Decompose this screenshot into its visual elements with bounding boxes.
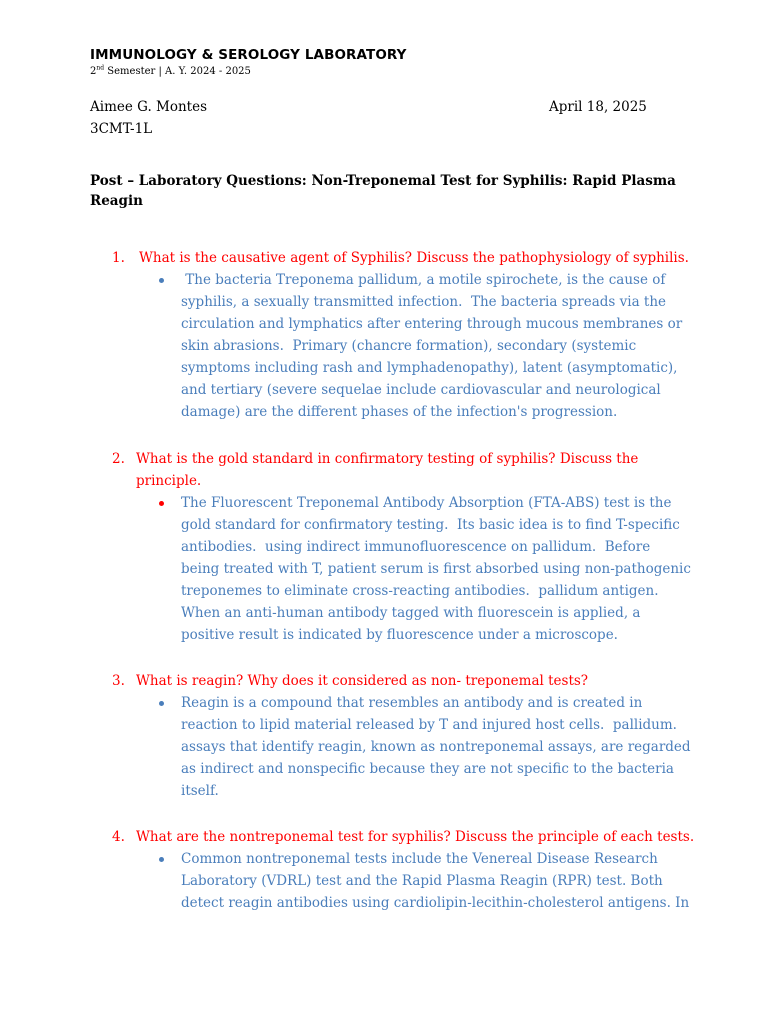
answer-text: as indirect and nonspecific because they are not specific to the bacteria bbox=[181, 761, 674, 777]
answer-text: assays that identify reagin, known as nontreponemal assays, are regarded bbox=[181, 739, 691, 755]
answer-text: Laboratory (VDRL) test and the Rapid Plasma Reagin (RPR) test. Both bbox=[181, 873, 663, 889]
question-number: 2. bbox=[112, 451, 125, 467]
question-text: What is reagin? Why does it considered as non- treponemal tests? bbox=[136, 673, 589, 689]
answer-text: symptoms including rash and lymphadenopathy), latent (asymptomatic), bbox=[181, 360, 678, 376]
bullet-icon bbox=[159, 278, 164, 283]
question-text: What is the causative agent of Syphilis? Discuss the pathophysiology of syphilis. bbox=[139, 250, 689, 266]
semester-text: Semester | A. Y. 2024 - 2025 bbox=[104, 66, 251, 77]
question-text: What is the gold standard in confirmatory testing of syphilis? Discuss the bbox=[136, 451, 639, 467]
answer-text: itself. bbox=[181, 783, 219, 799]
answer-text: detect reagin antibodies using cardiolipin-lecithin-cholesterol antigens. In bbox=[181, 895, 690, 911]
semester-number: 2 bbox=[90, 66, 97, 77]
answer-text: treponemes to eliminate cross-reacting antibodies. pallidum antigen. bbox=[181, 583, 659, 599]
document-title: IMMUNOLOGY & SEROLOGY LABORATORY bbox=[90, 47, 407, 63]
answer-text: and tertiary (severe sequelae include cardiovascular and neurological bbox=[181, 382, 661, 398]
bullet-icon bbox=[159, 501, 164, 506]
answer-text: positive result is indicated by fluorescence under a microscope. bbox=[181, 627, 618, 643]
answer-text: circulation and lymphatics after entering through mucous membranes or bbox=[181, 316, 683, 332]
answer-text: being treated with T, patient serum is first absorbed using non-pathogenic bbox=[181, 561, 691, 577]
document-date: April 18, 2025 bbox=[549, 99, 647, 115]
answer-text: gold standard for confirmatory testing. Its basic idea is to find T-specific bbox=[181, 517, 680, 533]
question-text: principle. bbox=[136, 473, 202, 489]
answer-text: Common nontreponemal tests include the Venereal Disease Research bbox=[181, 851, 658, 867]
section-heading-line-1: Post – Laboratory Questions: Non-Treponemal Test for Syphilis: Rapid Plasma bbox=[90, 173, 676, 189]
semester-line bbox=[90, 66, 251, 77]
answer-text: The bacteria Treponema pallidum, a motile spirochete, is the cause of bbox=[181, 272, 666, 288]
section-heading-line-2: Reagin bbox=[90, 193, 143, 209]
bullet-icon bbox=[159, 857, 164, 862]
answer-text: The Fluorescent Treponemal Antibody Absorption (FTA-ABS) test is the bbox=[181, 495, 672, 511]
answer-text: antibodies. using indirect immunofluorescence on pallidum. Before bbox=[181, 539, 651, 555]
answer-text: syphilis, a sexually transmitted infection. The bacteria spreads via the bbox=[181, 294, 667, 310]
question-number: 4. bbox=[112, 829, 125, 845]
question-text: What are the nontreponemal test for syphilis? Discuss the principle of each tests. bbox=[136, 829, 695, 845]
student-name: Aimee G. Montes bbox=[90, 99, 208, 115]
answer-text: reaction to lipid material released by T and injured host cells. pallidum. bbox=[181, 717, 677, 733]
answer-text: skin abrasions. Primary (chancre formation), secondary (systemic bbox=[181, 338, 637, 354]
question-number: 3. bbox=[112, 673, 125, 689]
semester-superscript: nd bbox=[96, 64, 105, 72]
student-section: 3CMT-1L bbox=[90, 121, 153, 137]
answer-text: When an anti-human antibody tagged with fluorescein is applied, a bbox=[181, 605, 641, 621]
bullet-icon bbox=[159, 701, 164, 706]
answer-text: Reagin is a compound that resembles an antibody and is created in bbox=[181, 695, 643, 711]
answer-text: damage) are the different phases of the infection's progression. bbox=[181, 404, 618, 420]
question-number: 1. bbox=[112, 250, 125, 266]
